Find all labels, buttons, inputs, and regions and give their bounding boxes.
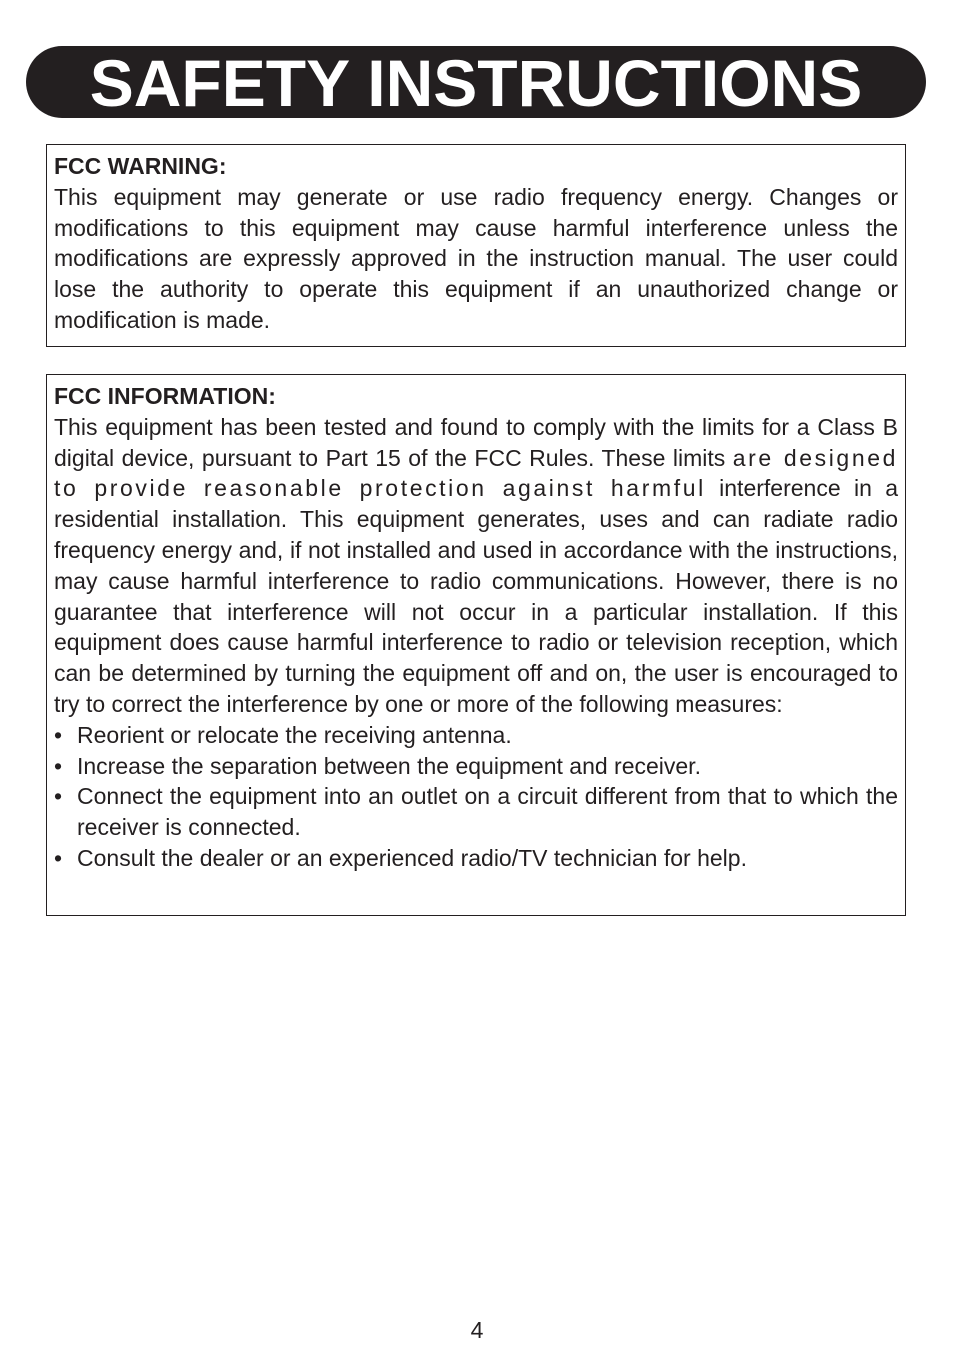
fcc-information-text-part2: are designed to provide reasonable protection against harmful [54, 444, 899, 502]
fcc-warning-heading: FCC WARNING: [54, 153, 227, 179]
measure-text: Reorient or relocate the receiving antenna. [77, 721, 512, 748]
fcc-warning-box [46, 144, 906, 347]
measure-text: Connect the equipment into an outlet on a circuit different from that to which the receiver is connected. [77, 783, 898, 841]
fcc-information-box [46, 374, 906, 916]
measure-text: Consult the dealer or an experienced radio/TV technician for help. [77, 844, 747, 871]
bullet-icon: • [54, 844, 63, 871]
page-title: SAFETY INSTRUCTIONS [89, 46, 863, 120]
measure-item [54, 751, 898, 782]
bullet-icon: • [54, 752, 63, 779]
measures-list [54, 720, 898, 874]
measure-item [54, 720, 898, 751]
measure-item [54, 843, 898, 874]
fcc-warning-text: This equipment may generate or use radio frequency energy. Changes or modifications to this equipment may cause harmful interference unless the modifications are expressly approved in the instruction manual. The user could lose the authority to operate this equipment if an unauthorized change or modification is made. [54, 183, 898, 333]
title-banner [26, 46, 926, 118]
page-number: 4 [470, 1317, 484, 1343]
fcc-information-text [54, 412, 898, 720]
bullet-icon: • [54, 721, 63, 748]
fcc-information-text-part3: interference in a residential installation. This equipment generates, uses and can radiate radio frequency energy and, if not installed and used in accordance with the instructions, may cause harmful interference to radio communications. However, there is no guarantee that interference will not occur in a particular installation. If this equipment does cause harmful interference to radio or television reception, which can be determined by turning the equipment off and on, the user is encouraged to try to correct the interference by one or more of the following measures: [54, 475, 898, 717]
measure-item [54, 781, 898, 843]
measure-text: Increase the separation between the equipment and receiver. [77, 752, 701, 779]
bullet-icon: • [54, 783, 63, 810]
fcc-information-heading: FCC INFORMATION: [54, 383, 276, 409]
fcc-information-text-part1: This equipment has been tested and found to comply with the limits for a Class B digital device, pursuant to Part 15 of the FCC Rules. These limits [54, 413, 898, 471]
